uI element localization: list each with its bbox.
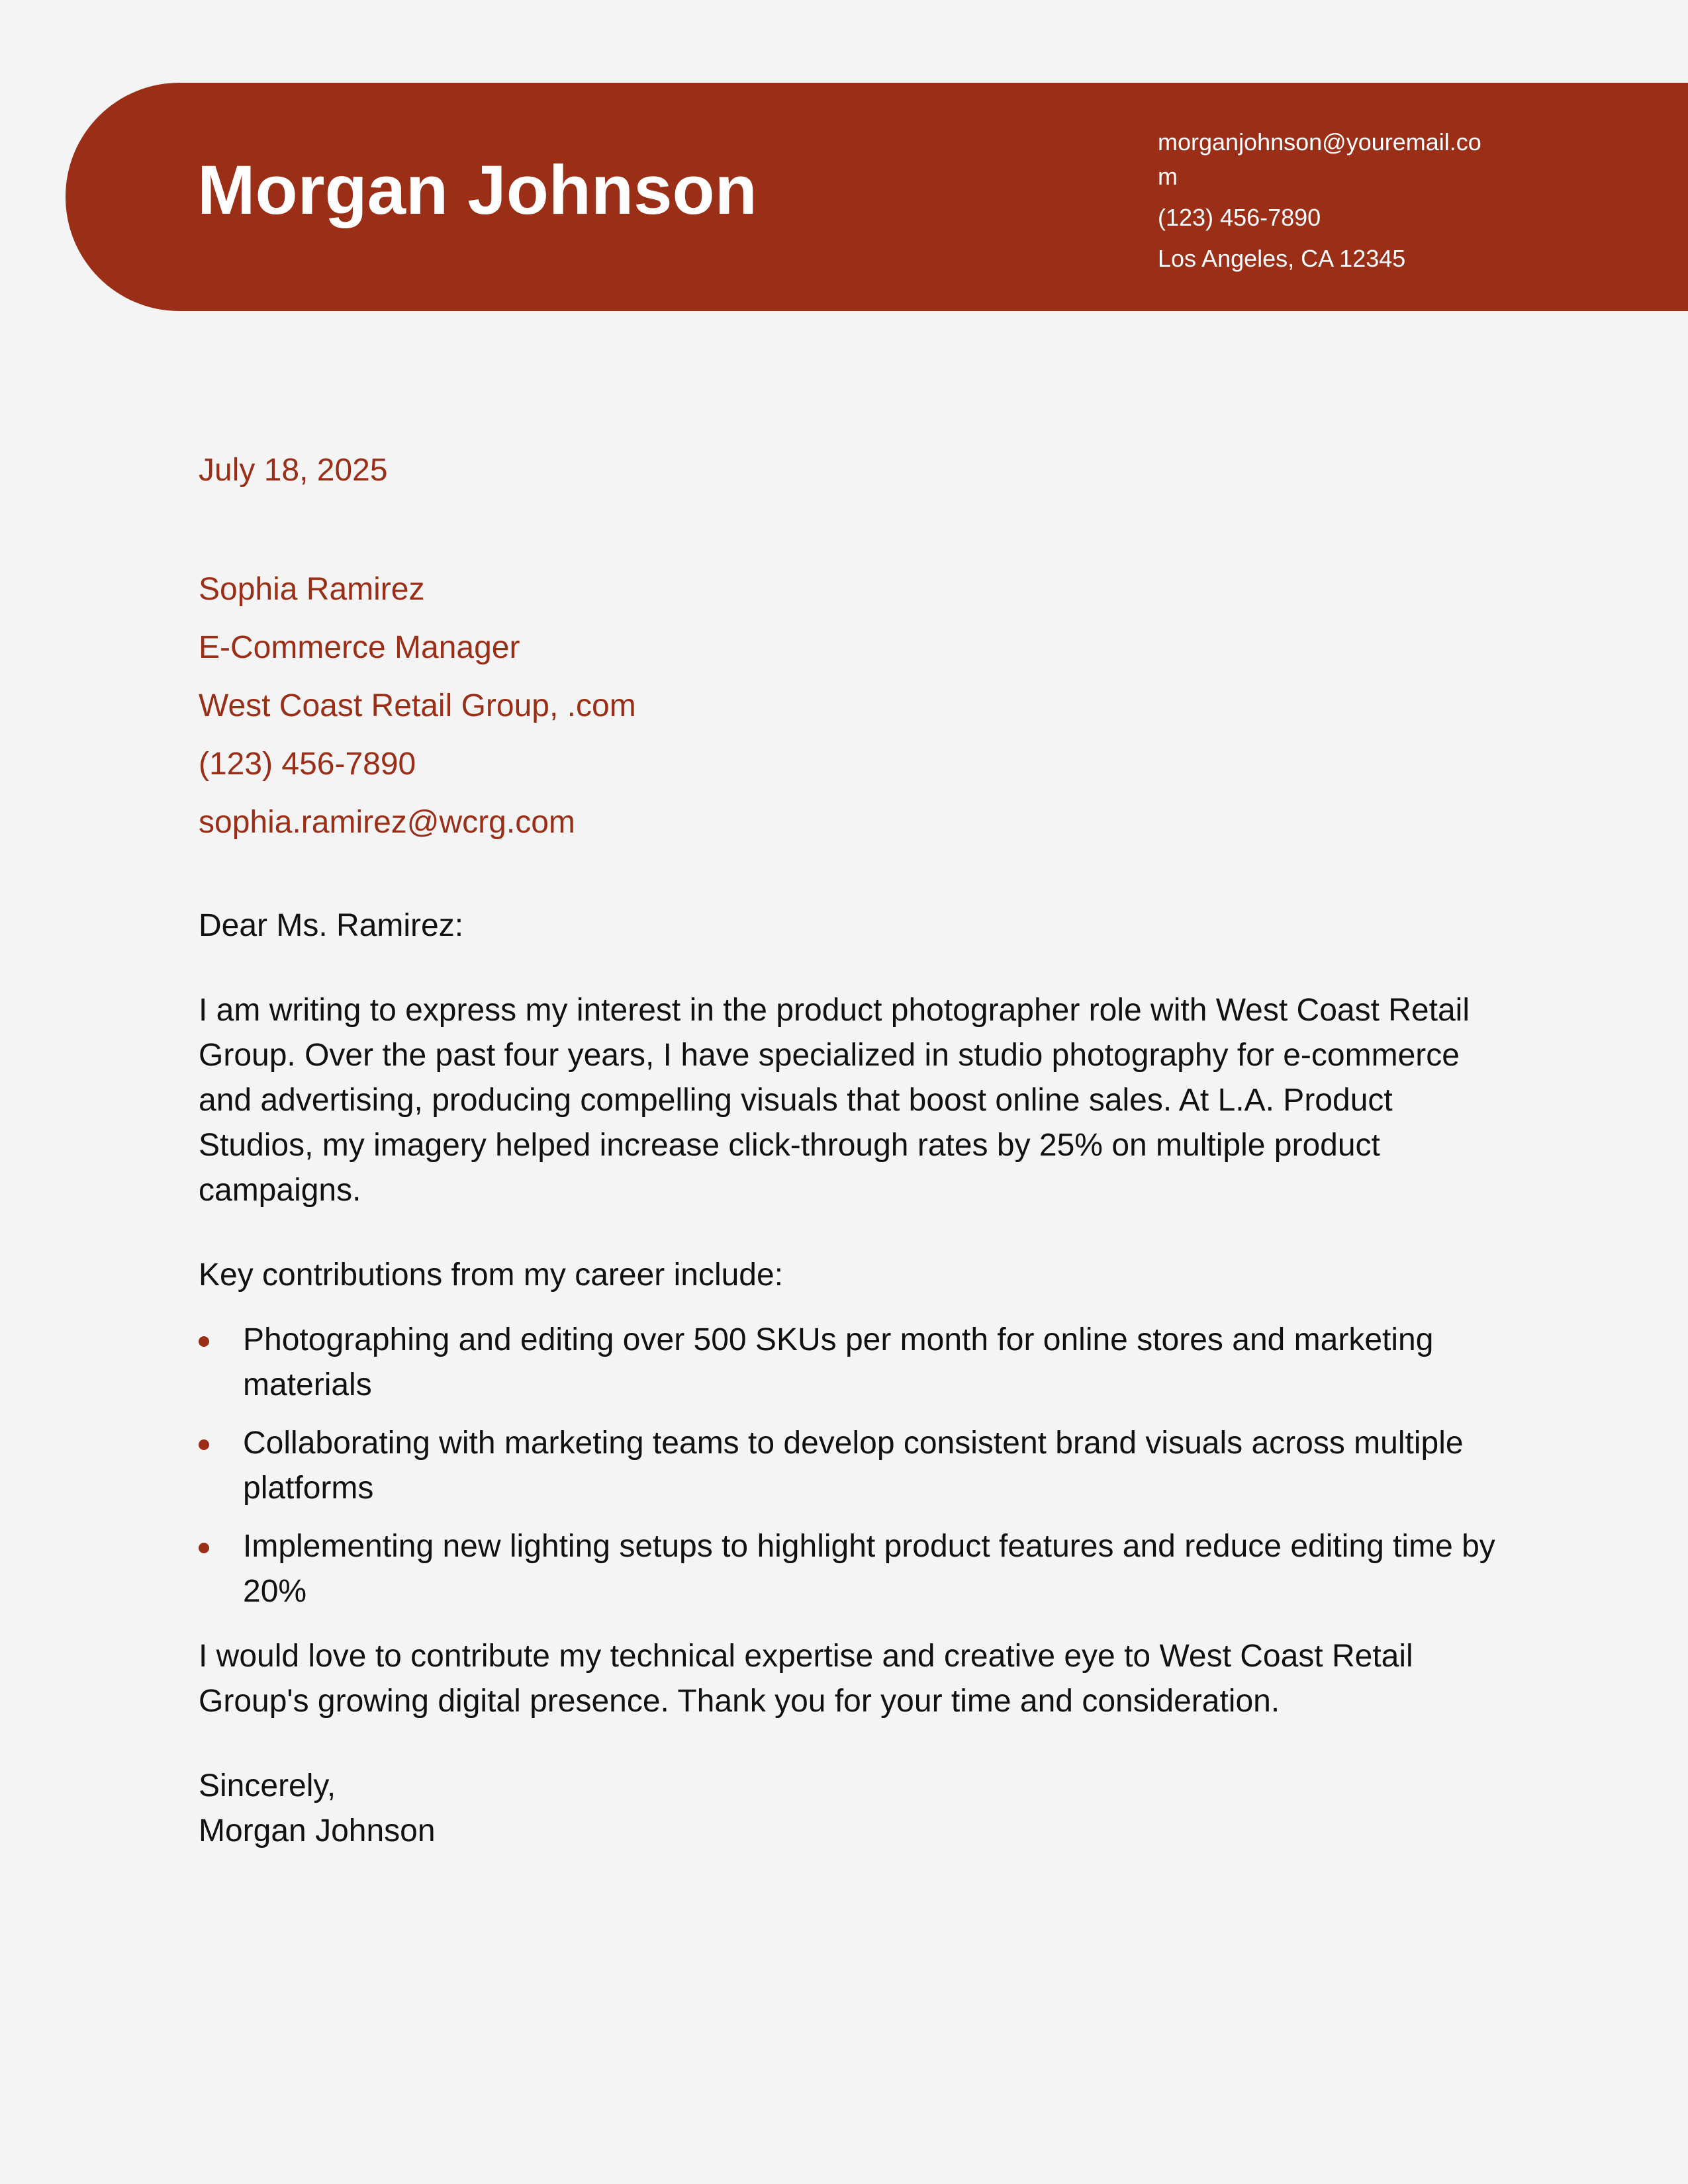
recipient-block [199,561,636,852]
signature: Morgan Johnson [199,1813,436,1848]
sender-location: Los Angeles, CA 12345 [1158,245,1406,272]
letter-body [199,903,1516,1854]
recipient-title: E-Commerce Manager [199,630,520,665]
sender-contact [1158,125,1489,276]
sender-phone: (123) 456-7890 [1158,204,1321,231]
body-paragraph-2: I would love to contribute my technical expertise and creative eye to West Coast Retail Group's growing digital presence. Thank you for your time and consideration. [199,1639,1413,1719]
list-item-text: Implementing new lighting setups to highlight product features and reduce editing time by 20% [243,1529,1495,1609]
recipient-company: West Coast Retail Group, .com [199,688,636,723]
recipient-name: Sophia Ramirez [199,572,425,607]
bullet-icon [199,1336,209,1347]
salutation: Dear Ms. Ramirez: [199,908,464,943]
recipient-phone: (123) 456-7890 [199,747,416,782]
closing: Sincerely, [199,1768,336,1803]
list-item-text: Collaborating with marketing teams to develop consistent brand visuals across multiple platforms [243,1426,1464,1506]
body-paragraph-1: I am writing to express my interest in the product photographer role with West Coast Retail Group. Over the past four years, I have specialized in studio photography for e-commerce and advertising, producing compelling visuals that boost online sales. At L.A. Product Studios, my imagery helped increase click-through rates by 25% on multiple product campaigns. [199,993,1470,1208]
letter-date: July 18, 2025 [199,453,388,488]
list-item [199,1524,1516,1614]
list-item [199,1421,1516,1511]
contributions-intro: Key contributions from my career include: [199,1257,784,1293]
sender-name: Morgan Johnson [197,152,757,229]
sender-email: morganjohnson@youremail.com [1158,128,1481,190]
recipient-email: sophia.ramirez@wcrg.com [199,805,575,840]
contributions-list [199,1318,1516,1614]
bullet-icon [199,1543,209,1553]
bullet-icon [199,1439,209,1450]
list-item [199,1318,1516,1408]
list-item-text: Photographing and editing over 500 SKUs per month for online stores and marketing materials [243,1322,1434,1402]
